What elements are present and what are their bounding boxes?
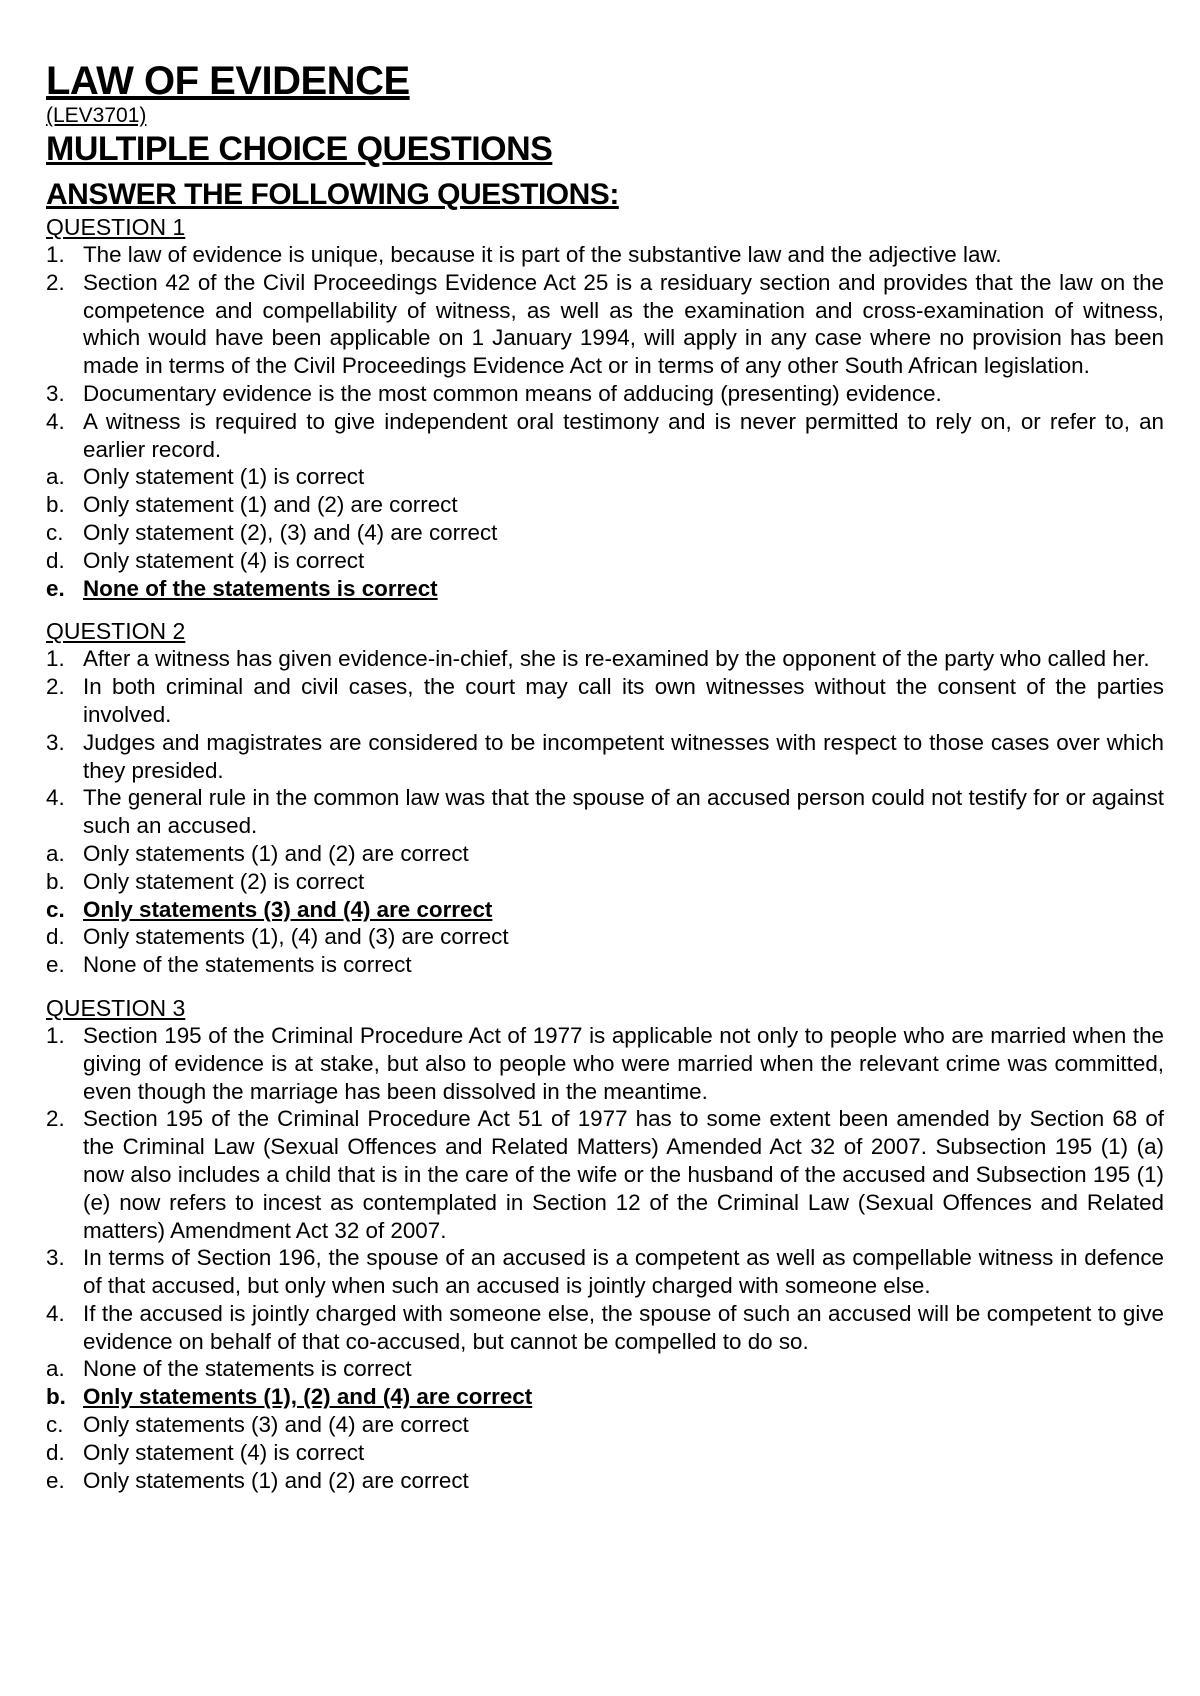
statement-number: 2. (46, 269, 65, 295)
question-block (46, 995, 1164, 1495)
answer-option (46, 951, 1164, 979)
statement-item (46, 408, 1164, 464)
question-heading: QUESTION 1 (46, 214, 186, 240)
document-page (46, 58, 1164, 1510)
option-text: Only statement (4) is correct (83, 547, 365, 573)
option-letter: c. (46, 519, 64, 545)
statement-number: 3. (46, 1245, 65, 1271)
option-letter: d. (46, 547, 65, 573)
document-title: LAW OF EVIDENCE (46, 59, 410, 103)
option-letter: e. (46, 952, 65, 978)
statement-item (46, 1244, 1164, 1300)
answer-option (46, 519, 1164, 547)
option-letter: a. (46, 840, 65, 866)
questions-list (46, 214, 1164, 1494)
option-text: Only statements (3) and (4) are correct (83, 1412, 469, 1438)
option-text: None of the statements is correct (83, 575, 438, 601)
statement-text: In terms of Section 196, the spouse of an accused is a competent as well as compellable witness in defence of that accused, but only when such an accused is jointly charged with someone else. (83, 1245, 1164, 1299)
statement-item (46, 645, 1164, 673)
answer-option (46, 1439, 1164, 1467)
option-text: Only statement (1) and (2) are correct (83, 492, 458, 518)
answer-option (46, 1411, 1164, 1439)
option-letter: a. (46, 1356, 65, 1382)
statement-number: 2. (46, 674, 65, 700)
answer-option (46, 491, 1164, 519)
statement-text: Judges and magistrates are considered to be incompetent witnesses with respect to those cases over which they presided. (83, 729, 1164, 783)
question-heading: QUESTION 3 (46, 994, 186, 1021)
answer-option (46, 1467, 1164, 1495)
answer-option (46, 463, 1164, 491)
option-letter: c. (46, 1412, 64, 1438)
instruction-heading: ANSWER THE FOLLOWING QUESTIONS: (46, 178, 619, 211)
option-letter: e. (46, 575, 65, 601)
option-letter: b. (46, 1384, 66, 1410)
statement-item (46, 269, 1164, 380)
answer-option (46, 547, 1164, 575)
document-subtitle: MULTIPLE CHOICE QUESTIONS (46, 130, 553, 168)
option-text: Only statement (2), (3) and (4) are correct (83, 519, 498, 545)
statement-number: 2. (46, 1106, 65, 1132)
statement-number: 3. (46, 380, 65, 406)
option-letter: d. (46, 924, 65, 950)
option-letter: e. (46, 1467, 65, 1493)
answer-option-correct (46, 896, 1164, 924)
statement-text: A witness is required to give independent oral testimony and is never permitted to rely on, or refer to, an earlier record. (83, 408, 1164, 462)
option-text: Only statement (1) is correct (83, 464, 365, 490)
answer-option (46, 840, 1164, 868)
option-text: Only statement (2) is correct (83, 868, 365, 894)
statement-item (46, 1022, 1164, 1105)
option-text: None of the statements is correct (83, 952, 412, 978)
option-text: Only statements (1) and (2) are correct (83, 840, 469, 866)
answer-option (46, 923, 1164, 951)
statement-item (46, 1105, 1164, 1244)
question-heading: QUESTION 2 (46, 618, 186, 645)
statement-text: Documentary evidence is the most common means of adducing (presenting) evidence. (83, 380, 942, 406)
statement-number: 3. (46, 729, 65, 755)
option-text: None of the statements is correct (83, 1356, 412, 1382)
option-text: Only statements (3) and (4) are correct (83, 896, 493, 922)
statement-number: 1. (46, 1022, 65, 1048)
option-letter: c. (46, 896, 65, 922)
statement-item (46, 729, 1164, 785)
statement-number: 4. (46, 408, 65, 434)
statement-text: Section 42 of the Civil Proceedings Evidence Act 25 is a residuary section and provides that the law on the competence and compellability of witness, as well as the examination and cross-examination of witness, which would have been applicable on 1 January 1994, will apply in any case where no provision has been made in terms of the Civil Proceedings Evidence Act or in terms of any other South African legislation. (83, 269, 1164, 379)
statement-text: After a witness has given evidence-in-chief, she is re-examined by the opponent of the party who called her. (83, 646, 1150, 672)
statement-text: Section 195 of the Criminal Procedure Act 51 of 1977 has to some extent been amended by Section 68 of the Criminal Law (Sexual Offences and Related Matters) Amended Act 32 of 2007. Subsection 195 (1) (a) now also includes a child that is in the care of the wife or the husband of the accused and Subsection 195 (1) (e) now refers to incest as contemplated in Section 12 of the Criminal Law (Sexual Offences and Related matters) Amendment Act 32 of 2007. (83, 1106, 1164, 1243)
answer-option (46, 868, 1164, 896)
option-letter: d. (46, 1439, 65, 1465)
question-block (46, 214, 1164, 602)
option-text: Only statement (4) is correct (83, 1439, 365, 1465)
statement-item (46, 1300, 1164, 1356)
statement-item (46, 380, 1164, 408)
option-text: Only statements (1), (4) and (3) are correct (83, 924, 509, 950)
document-header (46, 58, 1164, 214)
answer-option (46, 1355, 1164, 1383)
answer-option-correct (46, 1383, 1164, 1411)
statement-text: The law of evidence is unique, because it is part of the substantive law and the adjective law. (83, 242, 1002, 267)
option-text: Only statements (1), (2) and (4) are correct (83, 1384, 533, 1410)
statement-number: 1. (46, 242, 65, 267)
statement-item (46, 673, 1164, 729)
option-letter: b. (46, 492, 65, 518)
option-text: Only statements (1) and (2) are correct (83, 1467, 469, 1493)
statement-text: Section 195 of the Criminal Procedure Act of 1977 is applicable not only to people who are married when the giving of evidence is at stake, but also to people who were married when the relevant crime was committed, even though the marriage has been dissolved in the meantime. (83, 1022, 1164, 1104)
statement-number: 4. (46, 1300, 65, 1326)
option-letter: b. (46, 868, 65, 894)
question-block (46, 618, 1164, 979)
course-code: (LEV3701) (46, 104, 147, 127)
statement-text: If the accused is jointly charged with someone else, the spouse of such an accused will be competent to give evidence on behalf of that co-accused, but cannot be compelled to do so. (83, 1300, 1164, 1354)
option-letter: a. (46, 464, 65, 490)
statement-number: 4. (46, 785, 65, 811)
statement-item (46, 784, 1164, 840)
statement-number: 1. (46, 646, 65, 672)
statement-item (46, 241, 1164, 269)
statement-text: The general rule in the common law was that the spouse of an accused person could not testify for or against such an accused. (83, 785, 1164, 839)
statement-text: In both criminal and civil cases, the court may call its own witnesses without the consent of the parties involved. (83, 674, 1164, 727)
answer-option-correct (46, 575, 1164, 603)
